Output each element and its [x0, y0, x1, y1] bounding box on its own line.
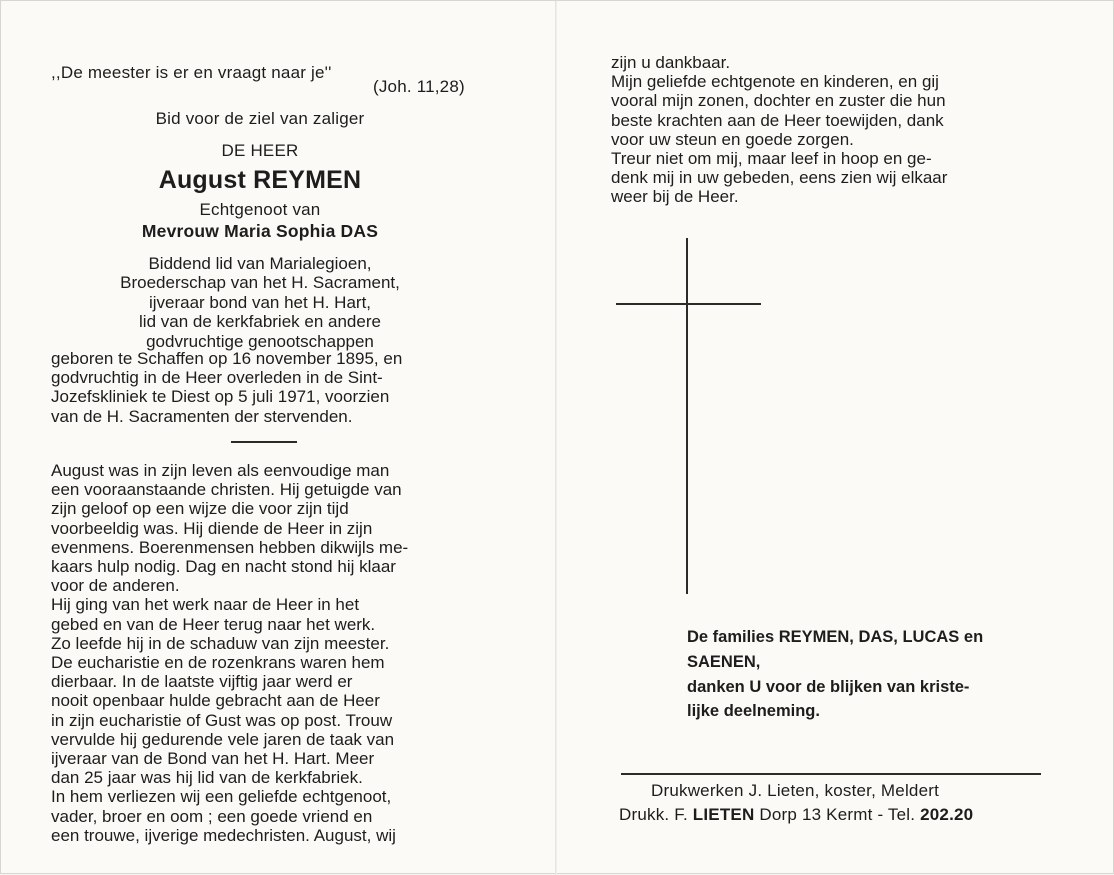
card-fold: [555, 1, 557, 875]
text-line: weer bij de Heer.: [611, 187, 739, 207]
membership-line: godvruchtige genootschappen: [146, 331, 374, 351]
text-line: De eucharistie en de rozenkrans waren hem: [51, 653, 385, 673]
text-line: SAENEN,: [687, 652, 761, 671]
cross-vertical: [686, 238, 688, 594]
text-line: godvruchtig in de Heer overleden in de Sint-: [51, 368, 383, 388]
text-line: Hij ging van het werk naar de Heer in het: [51, 595, 360, 615]
printer-line-2: [619, 805, 973, 825]
text-line: denk mij in uw gebeden, eens zien wij elkaar: [611, 168, 948, 188]
text-line: vader, broer en oom ; een goede vriend en: [51, 806, 373, 826]
membership-line: lid van de kerkfabriek en andere: [139, 312, 381, 332]
text-line: voorbeeldig was. Hij diende de Heer in zijn: [51, 518, 373, 538]
text-line: van de H. Sacramenten der stervenden.: [51, 406, 353, 426]
text-line: kaars hulp nodig. Dag en nacht stond hij klaar: [51, 557, 396, 577]
text-line: August was in zijn leven als eenvoudige man: [51, 461, 390, 480]
text-line: zijn geloof op een wijze die voor zijn tijd: [51, 499, 349, 519]
text-line: Jozefskliniek te Diest op 5 juli 1971, voorzien: [51, 387, 390, 407]
deceased-name: August REYMEN: [158, 166, 362, 194]
spouse-name: Mevrouw Maria Sophia DAS: [141, 221, 379, 241]
text-line: zijn u dankbaar.: [611, 53, 731, 72]
bible-quote: ,,De meester is er en vraagt naar je'': [51, 63, 332, 82]
text-line: gebed en van de Heer terug naar het werk.: [51, 614, 376, 634]
membership-line: Broederschap van het H. Sacrament,: [120, 273, 400, 293]
footer-divider: [621, 773, 1041, 775]
printer-name: LIETEN: [692, 805, 755, 824]
text-line: danken U voor de blijken van kriste-: [687, 677, 970, 696]
memberships: [1, 254, 519, 351]
spouse-label: Echtgenoot van: [199, 200, 321, 219]
text-line: vooral mijn zonen, dochter en zuster die hun: [611, 91, 946, 111]
text-line: een trouwe, ijverige medechristen. August, wij: [51, 825, 396, 845]
printer-address: Dorp 13 Kermt - Tel.: [754, 805, 921, 824]
text-line: geboren te Schaffen op 16 november 1895, en: [51, 349, 403, 368]
text-line: beste krachten aan de Heer toewijden, dank: [611, 110, 944, 130]
membership-line: Biddend lid van Marialegioen,: [148, 254, 372, 273]
text-line: voor uw steun en goede zorgen.: [611, 129, 854, 149]
eulogy-text: [51, 461, 408, 845]
membership-line: ijveraar bond van het H. Hart,: [148, 292, 372, 312]
prayer-intro: Bid voor de ziel van zaliger: [155, 109, 365, 128]
family-thanks: [687, 625, 983, 724]
text-line: Treur niet om mij, maar leef in hoop en ge-: [611, 149, 932, 169]
text-line: De families REYMEN, DAS, LUCAS en: [687, 628, 984, 646]
text-line: dan 25 jaar was hij lid van de kerkfabriek.: [51, 768, 363, 788]
text-line: in zijn eucharistie of Gust was op post. Trouw: [51, 710, 393, 730]
honorific: DE HEER: [221, 141, 299, 160]
cross-horizontal: [616, 303, 761, 305]
text-line: vervulde hij gedurende vele jaren de taak van: [51, 729, 395, 749]
text-line: een vooraanstaande christen. Hij getuigde van: [51, 480, 402, 500]
divider: [231, 441, 297, 443]
eulogy-continuation: [611, 53, 947, 207]
printer-line-1: Drukwerken J. Lieten, koster, Meldert: [651, 781, 940, 800]
text-line: ijveraar van de Bond van het H. Hart. Meer: [51, 749, 375, 769]
text-line: evenmens. Boerenmensen hebben dikwijls me-: [51, 537, 409, 557]
birth-death-paragraph: [51, 349, 402, 426]
printer-prefix: Drukk. F.: [619, 805, 693, 824]
text-line: Zo leefde hij in de schaduw van zijn meester.: [51, 633, 390, 653]
printer-phone: 202.20: [920, 805, 974, 824]
text-line: In hem verliezen wij een geliefde echtgenoot,: [51, 787, 392, 807]
text-line: voor de anderen.: [51, 576, 180, 596]
text-line: lijke deelneming.: [687, 702, 820, 721]
bible-reference: (Joh. 11,28): [373, 77, 465, 96]
text-line: dierbaar. In de laatste vijftig jaar werd er: [51, 672, 353, 692]
text-line: nooit openbaar hulde gebracht aan de Heer: [51, 691, 380, 711]
text-line: Mijn geliefde echtgenote en kinderen, en gij: [611, 72, 939, 92]
